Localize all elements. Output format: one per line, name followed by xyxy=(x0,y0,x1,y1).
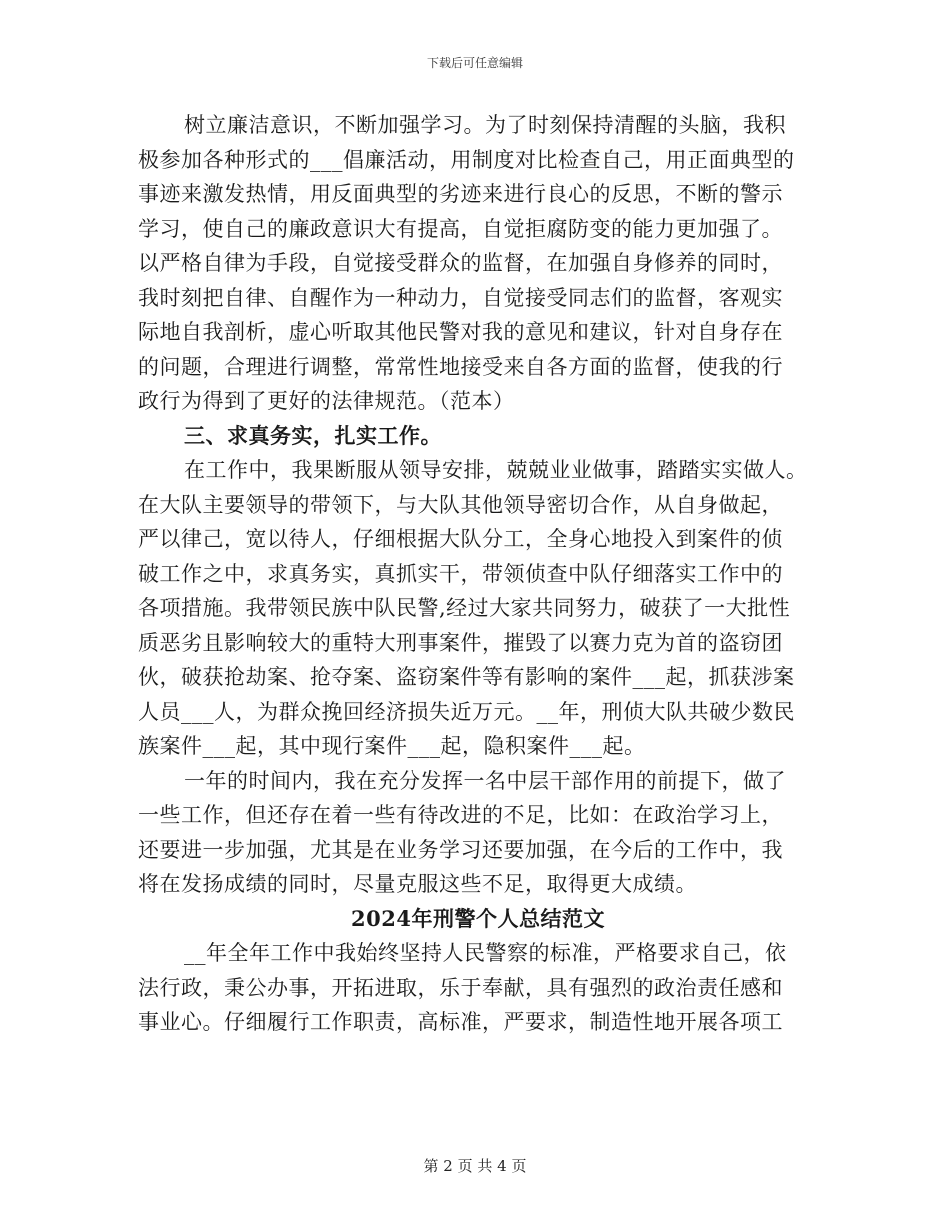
header-note: 下载后可任意编辑 xyxy=(426,56,523,70)
text-line: 破工作之中，求真务实，真抓实干，带领侦查中队仔细落实工作中的 xyxy=(138,561,783,586)
text-line: 学习，使自己的廉政意识大有提高，自觉拒腐防变的能力更加强了。 xyxy=(138,216,783,241)
text-line: 极参加各种形式的___倡廉活动，用制度对比检查自己，用正面典型的 xyxy=(138,147,795,172)
text-line: 各项措施。我带领民族中队民警,经过大家共同努力，破获了一大批性 xyxy=(138,596,791,620)
text-line: 法行政，秉公办事，开拓进取，乐于奉献，具有强烈的政治责任感和 xyxy=(138,975,783,1000)
text-line: 在大队主要领导的带领下，与大队其他领导密切合作，从自身做起， xyxy=(138,492,783,517)
document-body xyxy=(138,108,818,1040)
text-line: 人员___人，为群众挽回经济损失近万元。__年，刑侦大队共破少数民 xyxy=(138,699,795,724)
text-line: 政行为得到了更好的法律规范。（范本） xyxy=(138,389,515,413)
text-line: __年全年工作中我始终坚持人民警察的标准，严格要求自己，依 xyxy=(184,941,787,965)
text-line: 族案件___起，其中现行案件___起，隐积案件___起。 xyxy=(138,734,646,758)
text-line: 树立廉洁意识，不断加强学习。为了时刻保持清醒的头脑，我积 xyxy=(184,113,786,137)
text-line: 伙，破获抢劫案、抢夺案、盗窃案件等有影响的案件___起，抓获涉案 xyxy=(138,665,795,689)
section-heading: 三、求真务实，扎实工作。 xyxy=(184,422,442,448)
page-number: 第 2 页 共 4 页 xyxy=(423,1157,527,1175)
text-line: 的问题，合理进行调整，常常性地接受来自各方面的监督，使我的行 xyxy=(138,354,783,379)
text-line: 以严格自律为手段，自觉接受群众的监督，在加强自身修养的同时， xyxy=(138,251,783,275)
text-line: 将在发扬成绩的同时，尽量克服这些不足，取得更大成绩。 xyxy=(138,872,697,896)
text-line: 严以律己，宽以待人，仔细根据大队分工，全身心地投入到案件的侦 xyxy=(138,527,783,551)
article-title: 2024年刑警个人总结范文 xyxy=(351,905,605,931)
text-line: 我时刻把自律、自醒作为一种动力，自觉接受同志们的监督，客观实 xyxy=(138,285,783,310)
text-line: 事迹来激发热情，用反面典型的劣迹来进行良心的反思，不断的警示 xyxy=(138,182,783,206)
text-line: 质恶劣且影响较大的重特大刑事案件，摧毁了以赛力克为首的盗窃团 xyxy=(138,630,783,655)
text-line: 一年的时间内，我在充分发挥一名中层干部作用的前提下，做了 xyxy=(184,768,786,793)
text-line: 一些工作，但还存在着一些有待改进的不足，比如：在政治学习上， xyxy=(138,803,783,827)
text-line: 在工作中，我果断服从领导安排，兢兢业业做事，踏踏实实做人。 xyxy=(184,458,808,482)
text-line: 事业心。仔细履行工作职责，高标准，严要求，制造性地开展各项工 xyxy=(138,1010,783,1034)
text-line: 还要进一步加强，尤其是在业务学习还要加强，在今后的工作中，我 xyxy=(138,837,783,862)
text-line: 际地自我剖析，虚心听取其他民警对我的意见和建议，针对自身存在 xyxy=(138,320,783,344)
